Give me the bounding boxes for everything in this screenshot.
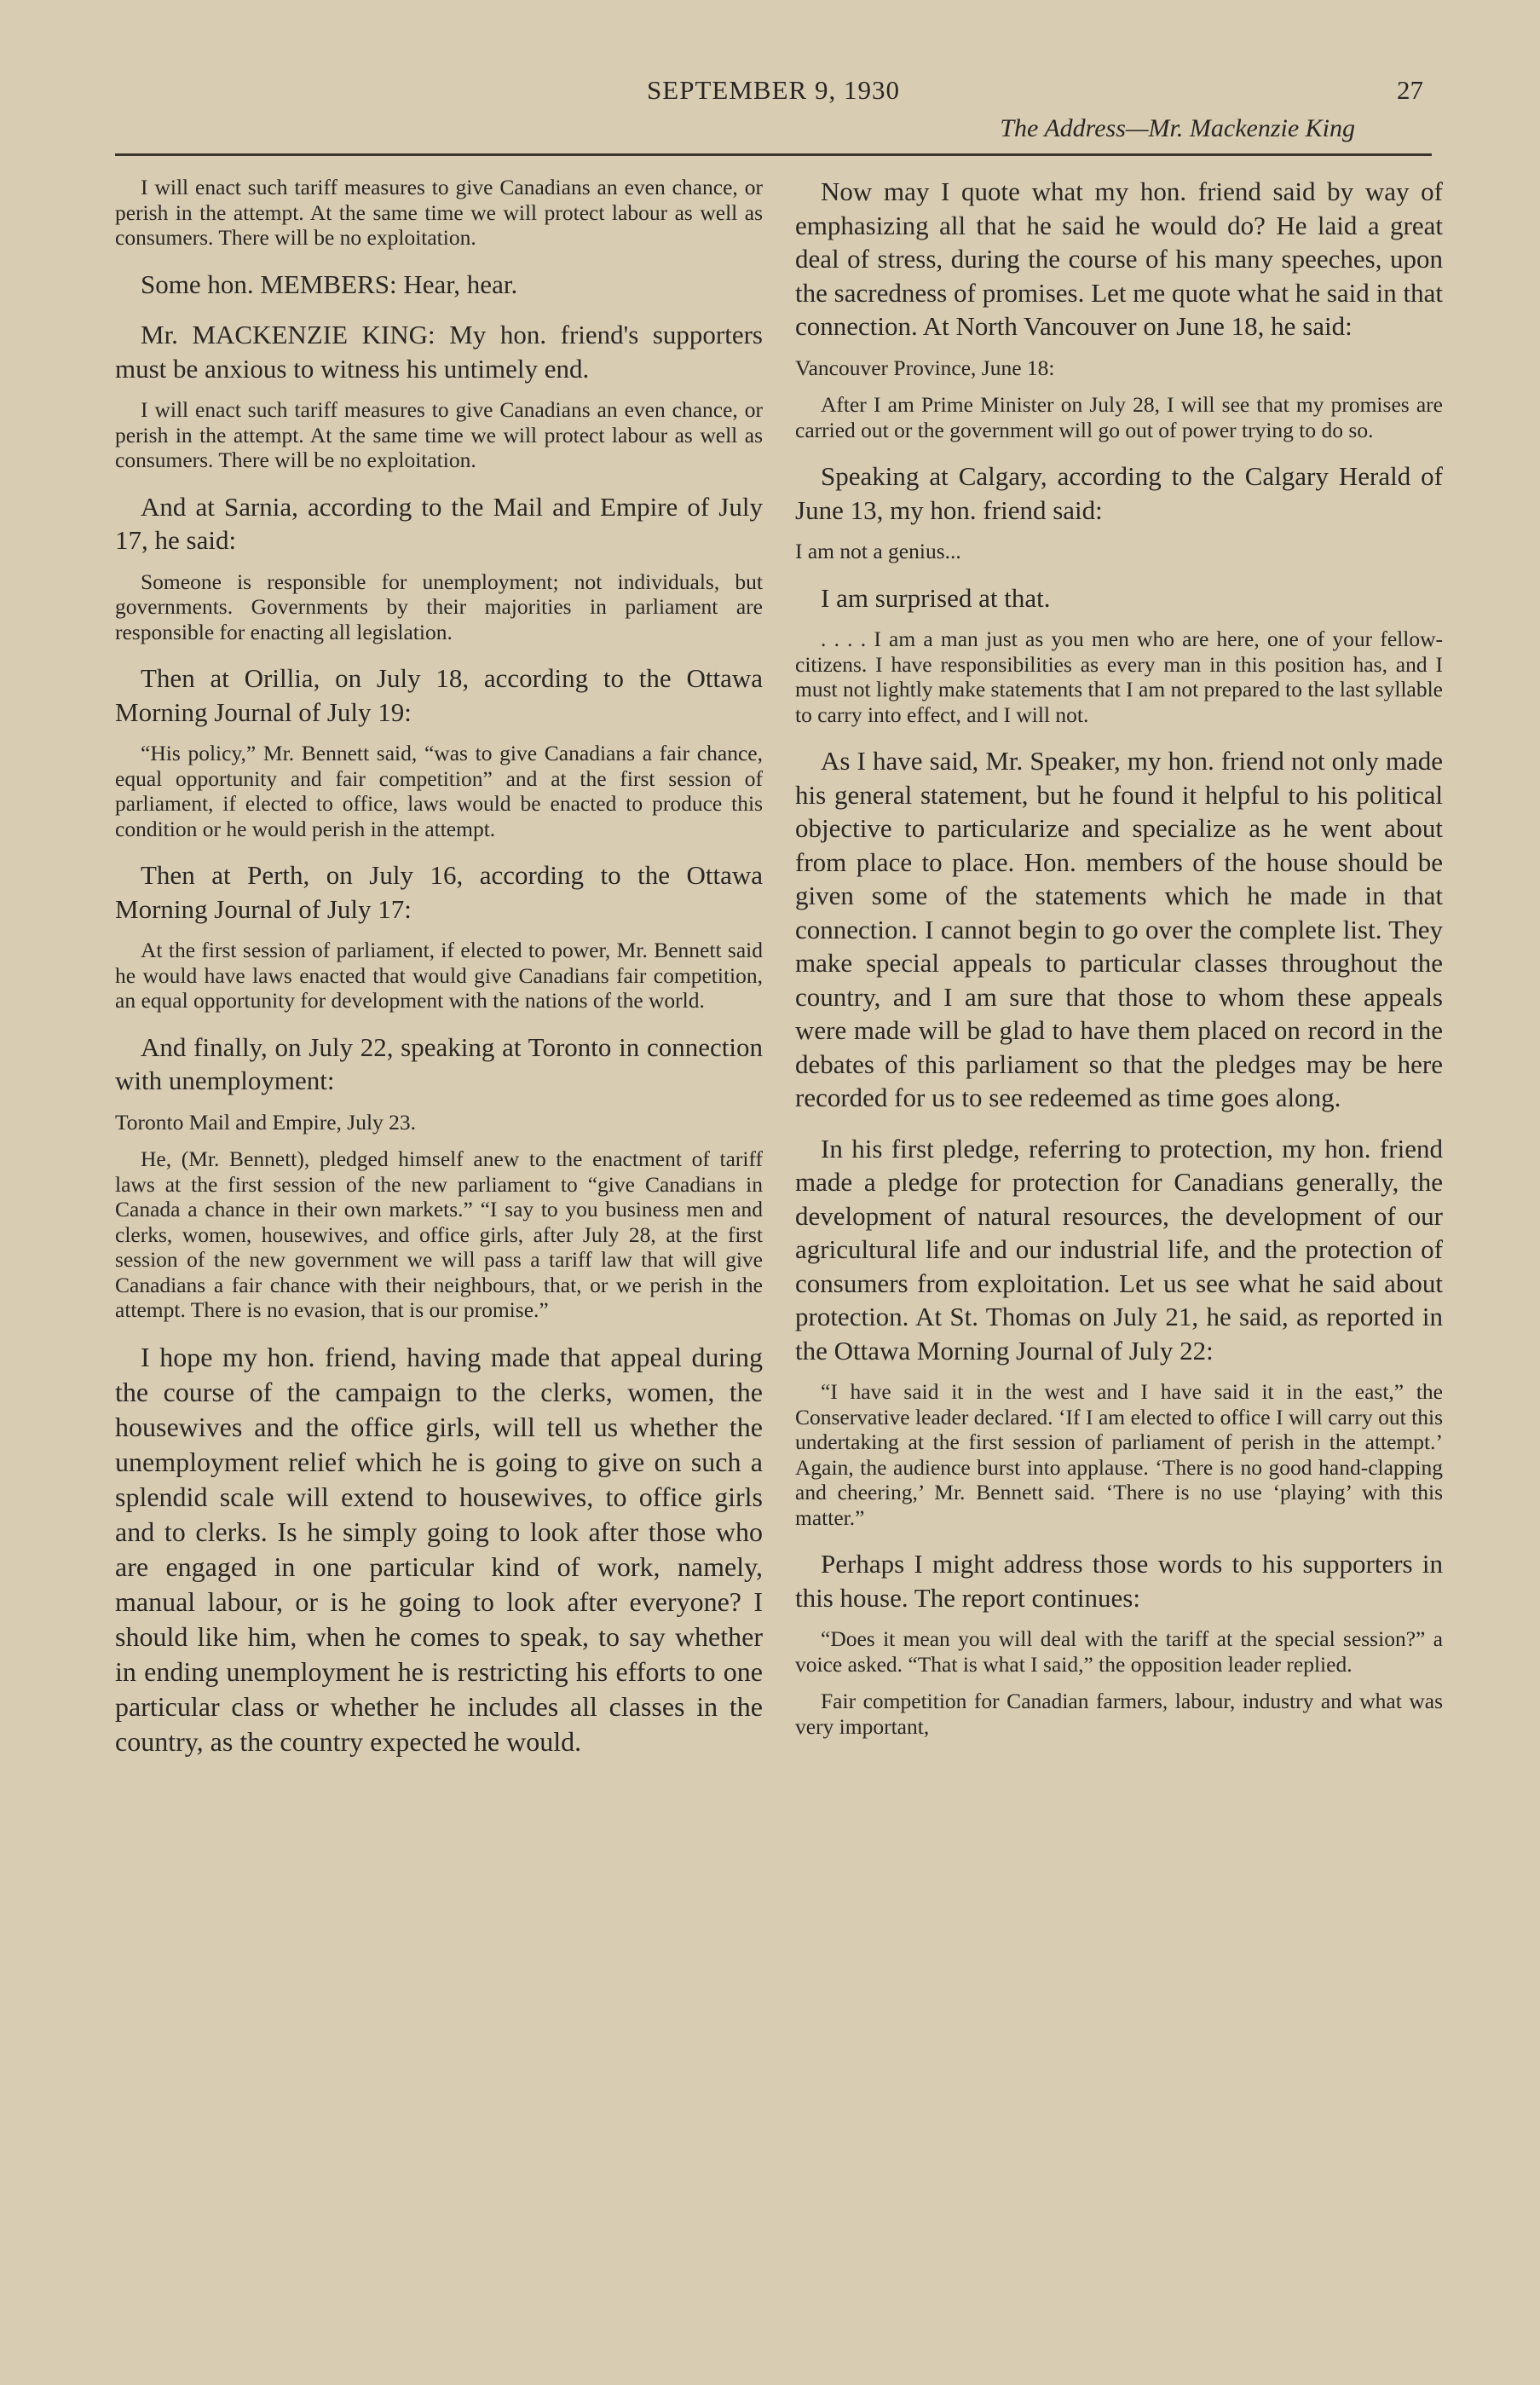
quoted-paragraph: Toronto Mail and Empire, July 23. <box>115 1109 417 1135</box>
left-column <box>115 175 763 1759</box>
body-paragraph: I hope my hon. friend, having made that appeal during the course of the campaign to the clerks, women, the housewives and the office girls, will tell us whether the unemployment relief which he is going to give on such a splendid scale will extend to housewives, to office girls and to clerks. Is he simply going to look after those who are engaged in one particular kind of work, namely, manual labour, or is he going to look after everyone? I should like him, when he comes to speak, to say whether in ending unemployment he is restricting his efforts to one particular class or whether he includes all classes in the country, as the country expected he would. <box>115 1341 763 1757</box>
page-date: SEPTEMBER 9, 1930 <box>647 75 900 105</box>
body-paragraph: And at Sarnia, according to the Mail and Empire of July 17, he said: <box>115 491 763 555</box>
body-paragraph: Perhaps I might address those words to his supporters in this house. The report continues: <box>795 1549 1443 1613</box>
body-paragraph: Mr. MACKENZIE KING: My hon. friend's supporters must be anxious to witness his untimely end. <box>115 320 763 384</box>
body-paragraph: In his first pledge, referring to protection, my hon. friend made a pledge for protection for Canadians generally, the development of natural resources, the development of our agricultural life and our industrial life, and the protection of consumers from exploitation. Let us see what he said about protection. At St. Thomas on July 21, he said, as reported in the Ottawa Morning Journal of July 22: <box>795 1133 1443 1366</box>
body-paragraph: And finally, on July 22, speaking at Toronto in connection with unemployment: <box>115 1031 763 1095</box>
page-header <box>115 75 1432 156</box>
body-paragraph: As I have said, Mr. Speaker, my hon. friend not only made his general statement, but he found it helpful to his political objective to particularize and specialize as he went about from place to place. Hon. members of the house should be given some of the statements which he made in that connection. I cannot begin to go over the complete list. They make special appeals to particular classes throughout the country, and I am sure that those to whom these appeals were made will be glad to have them placed on record in the debates of this parliament so that the pledges may be here recorded for us to see redeemed as time goes along. <box>795 746 1443 1112</box>
quoted-paragraph: At the first session of parliament, if elected to power, Mr. Bennett said he would have laws enacted that would give Canadians fair competition, an equal opportunity for development with the nations of the world. <box>115 938 763 1013</box>
quoted-paragraph: I am not a genius... <box>795 539 961 563</box>
quoted-paragraph: I will enact such tariff measures to give Canadians an even chance, or perish in the attempt. At the same time we will protect labour as well as consumers. There will be no exploitation. <box>115 175 763 250</box>
quoted-paragraph: Vancouver Province, June 18: <box>795 355 1055 380</box>
quoted-paragraph: “Does it mean you will deal with the tariff at the special session?” a voice asked. “That is what I said,” the opposition leader replied. <box>795 1626 1443 1677</box>
quoted-paragraph: “His policy,” Mr. Bennett said, “was to give Canadians a fair chance, equal opportunity and fair competition” and at the first session of parliament, if elected to office, laws would be enacted to produce this condition or he would perish in the attempt. <box>115 741 763 841</box>
header-rule <box>115 153 1432 156</box>
right-column <box>795 175 1443 1744</box>
body-paragraph: Then at Perth, on July 16, according to the Ottawa Morning Journal of July 17: <box>115 860 763 924</box>
quoted-paragraph: After I am Prime Minister on July 28, I will see that my promises are carried out or the government will go out of power trying to do so. <box>795 392 1443 442</box>
running-title: The Address—Mr. Mackenzie King <box>1000 114 1355 142</box>
body-paragraph: I am surprised at that. <box>821 582 1051 613</box>
quoted-paragraph: . . . . I am a man just as you men who are here, one of your fellow-citizens. I have responsibilities as every man in this position has, and I must not lightly make statements that I am not prepared to the last syllable to carry into effect, and I will not. <box>795 627 1443 727</box>
page-number: 27 <box>1397 75 1423 105</box>
quoted-paragraph: Someone is responsible for unemployment; not individuals, but governments. Governments by their majorities in parliament are responsible for enacting all legislation. <box>115 569 763 644</box>
quoted-paragraph: Fair competition for Canadian farmers, labour, industry and what was very important, <box>795 1689 1443 1739</box>
quoted-paragraph: “I have said it in the west and I have said it in the east,” the Conservative leader declared. ‘If I am elected to office I will carry out this undertaking at the first session of parliament of perish in the attempt.’ Again, the audience burst into applause. ‘There is no good hand-clapping and cheering,’ Mr. Bennett said. ‘There is no use ‘playing’ with this matter.” <box>795 1379 1443 1530</box>
body-paragraph: Then at Orillia, on July 18, according to the Ottawa Morning Journal of July 19: <box>115 663 763 727</box>
quoted-paragraph: I will enact such tariff measures to give Canadians an even chance, or perish in the attempt. At the same time we will protect labour as well as consumers. There will be no exploitation. <box>115 397 763 472</box>
body-paragraph: Now may I quote what my hon. friend said by way of emphasizing all that he said he would do? He laid a great deal of stress, during the course of his many speeches, upon the sacredness of promises. Let me quote what he said in that connection. At North Vancouver on June 18, he said: <box>795 176 1443 341</box>
body-paragraph: Speaking at Calgary, according to the Calgary Herald of June 13, my hon. friend said: <box>795 461 1443 525</box>
body-paragraph: Some hon. MEMBERS: Hear, hear. <box>141 269 518 299</box>
quoted-paragraph: He, (Mr. Bennett), pledged himself anew to the enactment of tariff laws at the first session of the new parliament to “give Canadians in Canada a chance in their own markets.” “I say to you business men and clerks, women, housewives, and office girls, after July 28, at the first session of the new government we will pass a tariff law that will give Canadians a fair chance with their neighbours, that, or we perish in the attempt. There is no evasion, that is our promise.” <box>115 1146 763 1322</box>
